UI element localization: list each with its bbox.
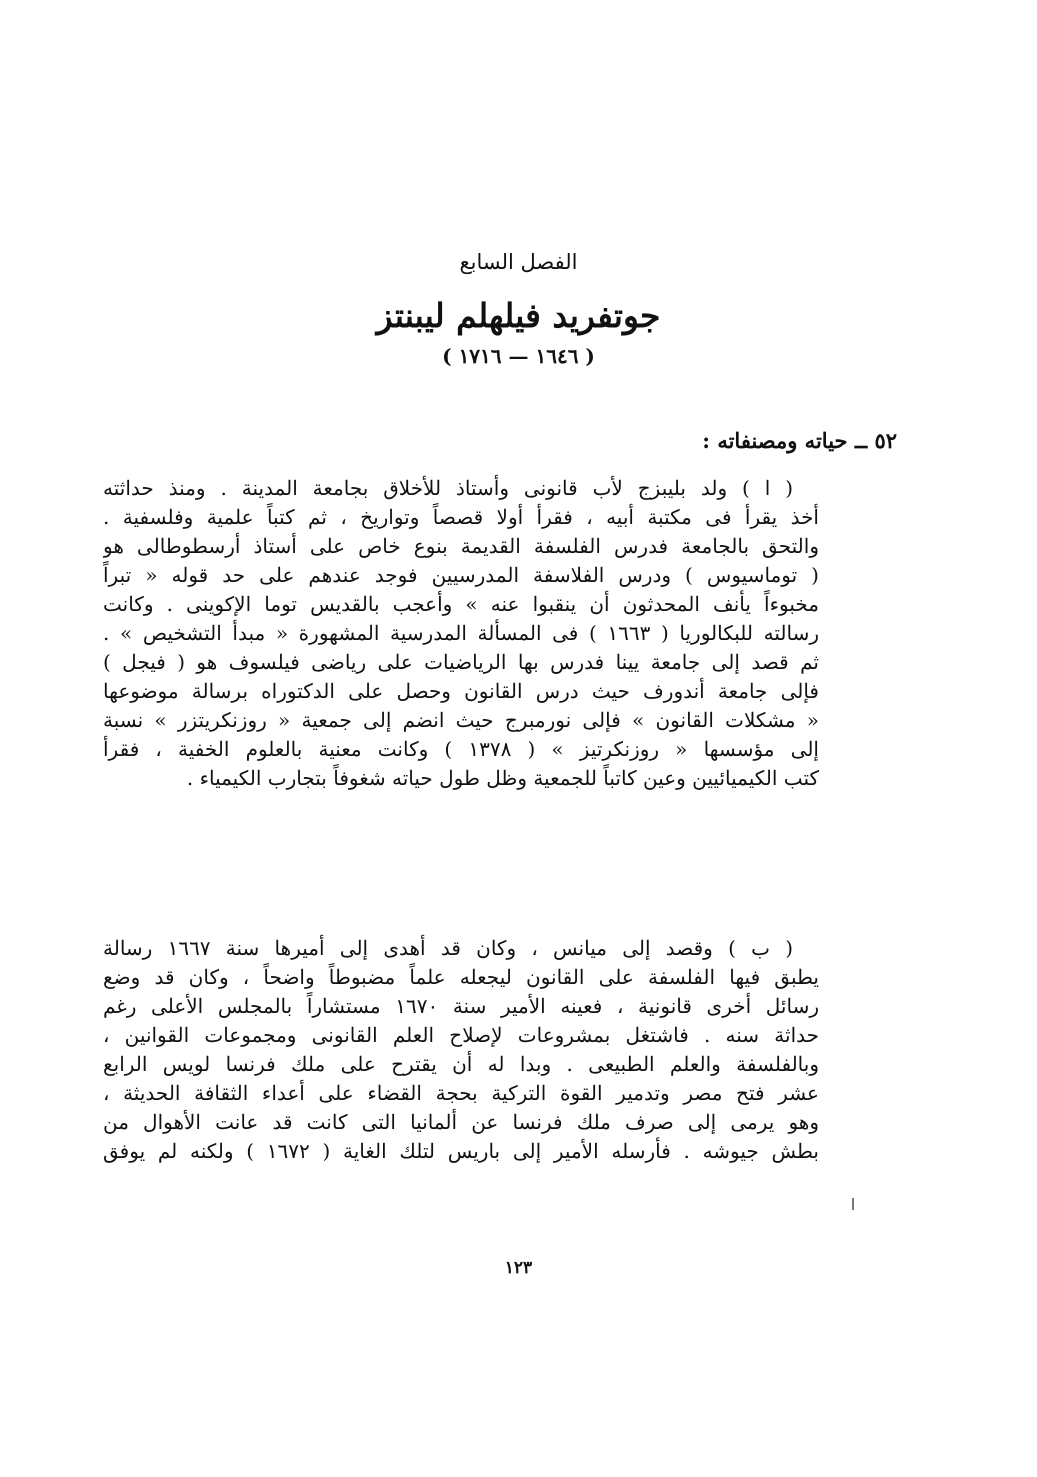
text-line: وهو يرمى إلى صرف ملك فرنسا عن ألمانيا التى كانت قد عانت الأهوال من	[103, 1110, 819, 1134]
page-number: ١٢٣	[504, 1258, 533, 1278]
text-line: أخذ يقرأ فى مكتبة أبيه ، فقرأ أولا قصصاً وتواريخ ، ثم كتباً علمية وفلسفية .	[103, 505, 819, 529]
text-line: ( ب ) وقصد إلى ميانس ، وكان قد أهدى إلى أميرها سنة ١٦٦٧ رسالة	[103, 936, 793, 960]
text-line: مخبوءاً يأنف المحدثون أن ينقبوا عنه » وأعجب بالقديس توما الإكوينى . وكانت	[103, 592, 819, 616]
text-line: فإلى جامعة أندورف حيث درس القانون وحصل على الدكتوراه برسالة موضوعها	[103, 679, 819, 703]
chapter-dates: ( ١٦٤٦ — ١٧١٦ )	[442, 344, 595, 368]
text-line: حداثة سنه . فاشتغل بمشروعات لإصلاح العلم القانونى ومجموعات القوانين ،	[103, 1023, 819, 1047]
text-line: بطش جيوشه . فأرسله الأمير إلى باريس لتلك الغاية ( ١٦٧٢ ) ولكنه لم يوفق	[103, 1139, 819, 1163]
text-line: « مشكلات القانون » فإلى نورمبرج حيث انضم إلى جمعية « روزنكريتزر » نسبة	[103, 708, 819, 732]
chapter-title: جوتفريد فيلهلم ليبنتز	[376, 296, 661, 335]
text-line: رسائل أخرى قانونية ، فعينه الأمير سنة ١٦٧٠ مستشاراً بالمجلس الأعلى رغم	[103, 994, 819, 1018]
paragraph-b	[103, 934, 819, 1166]
text-line: ( ا ) ولد بليبزج لأب قانونى وأستاذ للأخلاق بجامعة المدينة . ومنذ حداثته	[103, 476, 794, 500]
chapter-label: الفصل السابع	[459, 250, 578, 274]
text-line: كتب الكيميائيين وعين كاتباً للجمعية وظل طول حياته شغوفاً بتجارب الكيمياء .	[186, 766, 819, 790]
text-line: إلى مؤسسها « روزنكرتيز » ( ١٣٧٨ ) وكانت معنية بالعلوم الخفية ، فقرأ	[103, 737, 819, 761]
section-heading: ٥٢ ــ حياته ومصنفاته :	[702, 428, 897, 453]
text-line: والتحق بالجامعة فدرس الفلسفة القديمة بنوع خاص على أستاذ أرسطوطالى هو	[103, 534, 819, 558]
text-line: ( توماسيوس ) ودرس الفلاسفة المدرسيين فوجد عندهم على حد قوله « تبراً	[103, 563, 819, 587]
paragraph-a	[103, 474, 819, 793]
text-line: عشر فتح مصر وتدمير القوة التركية بحجة القضاء على أعداء الثقافة الحديثة ،	[103, 1081, 819, 1105]
text-line: وبالفلسفة والعلم الطبيعى . وبدا له أن يقترح على ملك فرنسا لويس الرابع	[103, 1052, 819, 1076]
text-line: ثم قصد إلى جامعة يينا فدرس بها الرياضيات على رياضى فيلسوف هو ( فيجل )	[103, 650, 819, 674]
margin-mark	[852, 1198, 854, 1210]
text-line: رسالته للبكالوريا ( ١٦٦٣ ) فى المسألة المدرسية المشهورة « مبدأ التشخيص » .	[103, 621, 819, 645]
text-line: يطبق فيها الفلسفة على القانون ليجعله علماً مضبوطاً واضحاً ، وكان قد وضع	[103, 965, 819, 989]
